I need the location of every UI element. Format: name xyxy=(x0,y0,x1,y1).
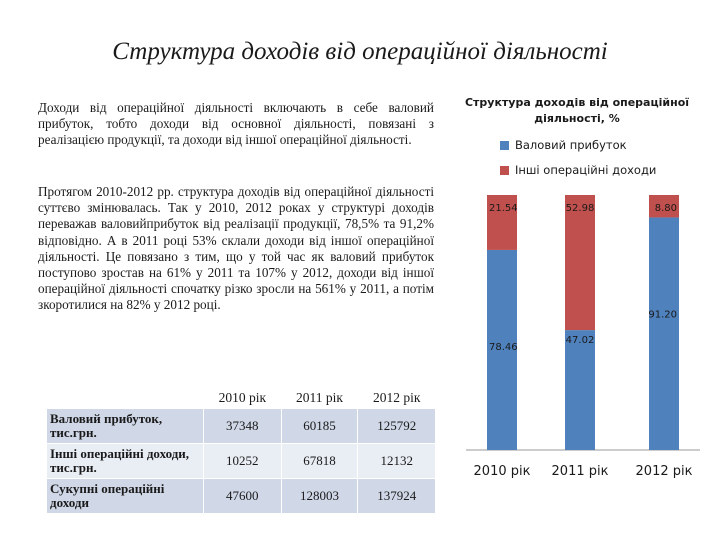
table-cell: 60185 xyxy=(281,409,358,444)
data-label: 47.02 xyxy=(565,335,595,347)
table-cell: 67818 xyxy=(281,444,358,479)
table-header: 2012 рік xyxy=(358,388,436,409)
row-label: Валовий прибуток, тис.грн. xyxy=(47,409,204,444)
legend-item-other xyxy=(500,163,656,177)
data-label: 21.54 xyxy=(489,203,518,214)
data-label: 52.98 xyxy=(565,203,595,214)
table-cell: 125792 xyxy=(358,409,436,444)
row-label: Сукупні операційні доходи xyxy=(47,479,204,514)
slide-title: Структура доходів від операційної діяльності xyxy=(112,38,608,65)
table-cell: 128003 xyxy=(281,479,358,514)
legend-label: Інші операційні доходи xyxy=(515,163,657,177)
analysis-paragraph: Протягом 2010-2012 рр. структура доходів від операційної діяльності суттєво змінювалась. Так у 2010, 2012 роках у структурі доходів переважав валовийприбуток від реалізації продукції, 78,5% та 91,2% відповідно. А в 2011 році 53% склали доходи від іншої операційної діяльності. Це повязано з тим, що у той час як валовий прибуток поступово зростав на 61% у 2011 та 107% у 2012, доходи від іншої операційної діяльності спочатку різко зросли на 561% у 2011, а потім зкоротилися на 82% у 2012 році. xyxy=(38,184,434,313)
legend-swatch-gross xyxy=(500,141,509,150)
data-label: 91.20 xyxy=(648,309,677,321)
bar-gross xyxy=(565,330,595,450)
legend-label: Валовий прибуток xyxy=(515,138,627,152)
x-tick-label: 2012 рік xyxy=(635,464,693,479)
legend-swatch-other xyxy=(500,166,509,175)
table-cell: 37348 xyxy=(204,409,282,444)
table-cell: 137924 xyxy=(358,479,436,514)
intro-paragraph: Доходи від операційної діяльності включають в себе валовий прибуток, тобто доходи від основної діяльності, повязані з реалізацією продукції, та доходи від іншої операційної діяльності. xyxy=(38,100,434,148)
data-label: 8.80 xyxy=(654,203,677,214)
x-tick-label: 2010 рік xyxy=(473,464,531,479)
bar-gross xyxy=(649,217,679,450)
table-cell: 12132 xyxy=(358,444,436,479)
table-cell: 10252 xyxy=(204,444,282,479)
table-header: 2010 рік xyxy=(204,388,282,409)
table-header: 2011 рік xyxy=(281,388,358,409)
row-label: Інші операційні доходи, тис.грн. xyxy=(47,444,204,479)
chart-title: Структура доходів від операційної діяльності, % xyxy=(464,96,690,125)
data-label: 78.46 xyxy=(489,341,518,353)
table-cell: 47600 xyxy=(204,479,282,514)
bar-other xyxy=(565,195,595,330)
x-tick-label: 2011 рік xyxy=(551,464,609,479)
legend-item-gross xyxy=(500,138,627,152)
